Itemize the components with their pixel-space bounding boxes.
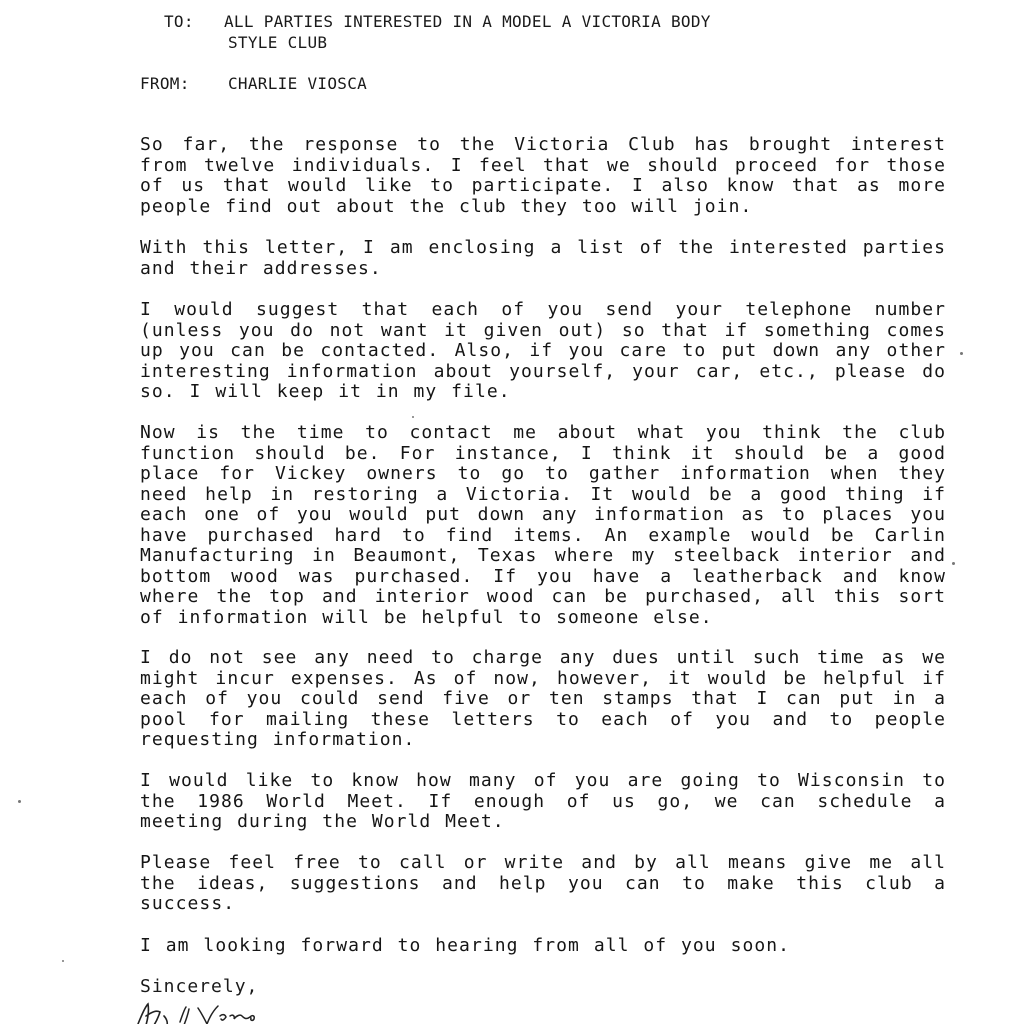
memo-to-line-2	[228, 33, 327, 53]
memo-to-value-line1: ALL PARTIES INTERESTED IN A MODEL A VICTORIA BODY	[224, 12, 711, 31]
memo-to-label: TO:	[164, 12, 194, 31]
scan-speck	[960, 352, 963, 355]
memo-from-value: CHARLIE VIOSCA	[228, 74, 368, 93]
scan-speck	[18, 800, 21, 803]
handwritten-signature	[134, 998, 314, 1024]
memo-from-line	[140, 74, 367, 94]
paragraph-world-meet: I would like to know how many of you are going to Wisconsin to the 1986 World Meet. If enough of us go, we can schedule a meeting during the World Meet.	[140, 770, 946, 832]
paragraph-dues: I do not see any need to charge any dues until such time as we might incur expenses. As of now, however, it would be helpful if each of you could send five or ten stamps that I can put in a pool for mailing these letters to each of you and to people requesting information.	[140, 647, 946, 750]
paragraph-enclosure: With this letter, I am enclosing a list of the interested parties and their addresses.	[140, 237, 946, 279]
memo-to-value-line2: STYLE CLUB	[228, 33, 328, 52]
memo-to-line	[164, 12, 711, 32]
paragraph-feedback: Please feel free to call or write and by all means give me all the ideas, suggestions and help you can to make this club a success.	[140, 852, 946, 914]
paragraph-club-function: Now is the time to contact me about what you think the club function should be. For instance, I think it should be a good place for Vickey owners to go to gather information when they need help in restoring a Victoria. It would be a good thing if each one of you would put down any information as to places you have purchased hard to find items. An example would be Carlin Manufacturing in Beaumont, Texas where my steelback interior and bottom wood was purchased. If you have a leatherback and know where the top and interior wood can be purchased, all this sort of information will be helpful to someone else.	[140, 422, 946, 628]
scan-speck	[412, 416, 414, 418]
memo-from-label: FROM:	[140, 74, 190, 93]
scan-speck	[952, 562, 955, 565]
paragraph-looking-forward: I am looking forward to hearing from all of you soon.	[140, 935, 791, 956]
closing-salutation: Sincerely,	[140, 976, 259, 997]
scan-speck	[62, 960, 64, 962]
paragraph-telephone: I would suggest that each of you send your telephone number (unless you do not want it given out) so that if something comes up you can be contacted. Also, if you care to put down any other interesting information about yourself, your car, etc., please do so. I will keep it in my file.	[140, 299, 946, 402]
paragraph-intro: So far, the response to the Victoria Club has brought interest from twelve individuals. I feel that we should proceed for those of us that would like to participate. I also know that as more people find out about the club they too will join.	[140, 134, 946, 217]
